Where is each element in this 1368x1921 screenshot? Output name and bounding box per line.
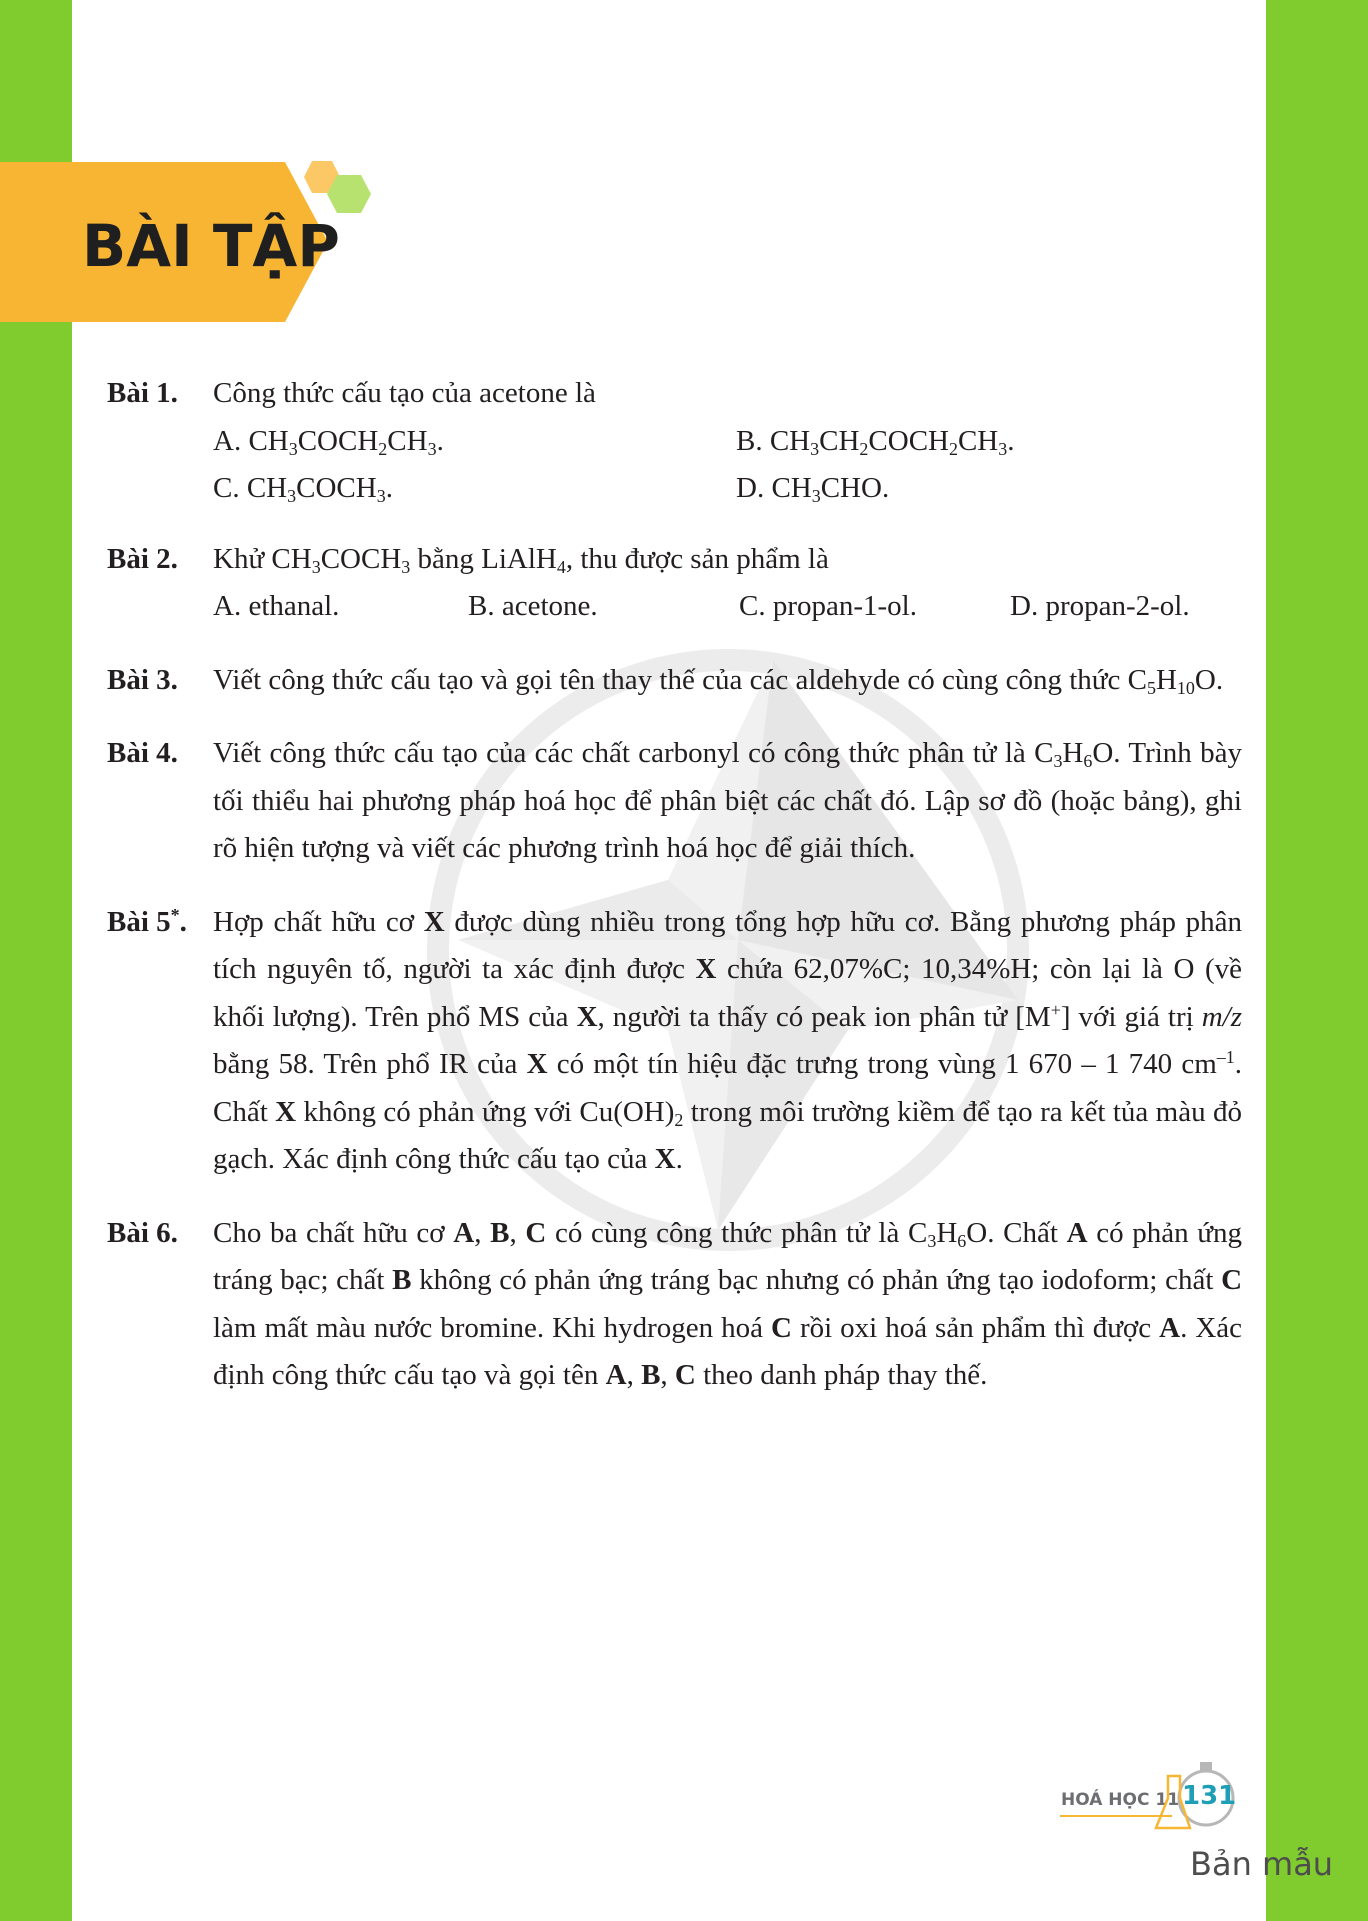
options <box>213 583 1242 631</box>
sample-watermark-label: Bản mẫu <box>1190 1845 1334 1883</box>
exercise-question: Khử $CH_3COCH_3$ bằng LiAlH$_4$, thu được sản phẩm là <box>213 542 829 577</box>
page-number: 131 <box>1182 1781 1237 1811</box>
option-d: D. $CH_3CHO$. <box>736 472 890 507</box>
option-a: A. ethanal. <box>213 590 340 622</box>
option-c: C. propan-1-ol. <box>739 590 917 622</box>
book-title: HOÁ HỌC 11 <box>1061 1790 1180 1810</box>
exercise-5 <box>107 899 1242 1184</box>
exercise-3 <box>107 657 1242 705</box>
exercise-question: Viết công thức cấu tạo của các chất carbonyl có công thức phân tử là $C_3H_6O$. Trình bày tối thiểu hai phương pháp hoá học để phân biệt các chất đó. Lập sơ đồ (hoặc bảng), ghi rõ hiện tượng và viết các phương trình hoá học để giải thích. <box>213 737 1242 864</box>
exercise-label: Bài 4. <box>107 737 178 769</box>
exercise-2 <box>107 536 1242 631</box>
exercise-label: Bài 3. <box>107 663 178 696</box>
exercise-label: Bài 1. <box>107 377 178 409</box>
exercise-label: Bài 2. <box>107 542 178 575</box>
exercise-question: Hợp chất hữu cơ X được dùng nhiều trong tổng hợp hữu cơ. Bằng phương pháp phân tích nguyên tố, người ta xác định được X chứa 62,07%C; 10,34%H; còn lại là O (về khối lượng). Trên phổ MS của X, người ta thấy có peak ion phân tử [M+] với giá trị m/z bằng 58. Trên phổ IR của X có một tín hiệu đặc trưng trong vùng 1 670 – 1 740 $cm^{-1}$. Chất X không có phản ứng với $Cu(OH)_2$ trong môi trường kiềm để tạo ra kết tủa màu đỏ gạch. Xác định công thức cấu tạo của X. <box>213 905 1242 1175</box>
options <box>213 418 1242 513</box>
option-c: C. $CH_3COCH_3$. <box>213 472 393 507</box>
exercise-6 <box>107 1210 1242 1400</box>
option-d: D. propan-2-ol. <box>1010 590 1190 622</box>
exercise-1 <box>107 370 1242 513</box>
exercise-label: Bài 5*. <box>107 904 187 938</box>
hexagon-green-icon <box>326 174 372 214</box>
exercise-label: Bài 6. <box>107 1216 178 1249</box>
right-green-margin <box>1266 0 1368 1921</box>
exercise-question: Cho ba chất hữu cơ A, B, C có cùng công thức phân tử là $C_3H_6O$. Chất A có phản ứng tráng bạc; chất B không có phản ứng tráng bạc nhưng có phản ứng tạo iodoform; chất C làm mất màu nước bromine. Khi hydrogen hoá C rồi oxi hoá sản phẩm thì được A. Xác định công thức cấu tạo và gọi tên A, B, C theo danh pháp thay thế. <box>213 1216 1243 1391</box>
exercise-question: Công thức cấu tạo của acetone là <box>213 377 596 409</box>
section-title: BÀI TẬP <box>82 212 340 280</box>
option-b: B. acetone. <box>468 590 598 622</box>
option-a: A. $CH_3COCH_2CH_3$. <box>213 424 444 459</box>
option-b: B. $CH_3CH_2COCH_2CH_3$. <box>736 424 1015 459</box>
exercise-question: Viết công thức cấu tạo và gọi tên thay thế của các aldehyde có cùng công thức $C_5H_{10}O$. <box>213 663 1224 698</box>
exercise-list <box>107 370 1242 1400</box>
exercise-4 <box>107 730 1242 873</box>
